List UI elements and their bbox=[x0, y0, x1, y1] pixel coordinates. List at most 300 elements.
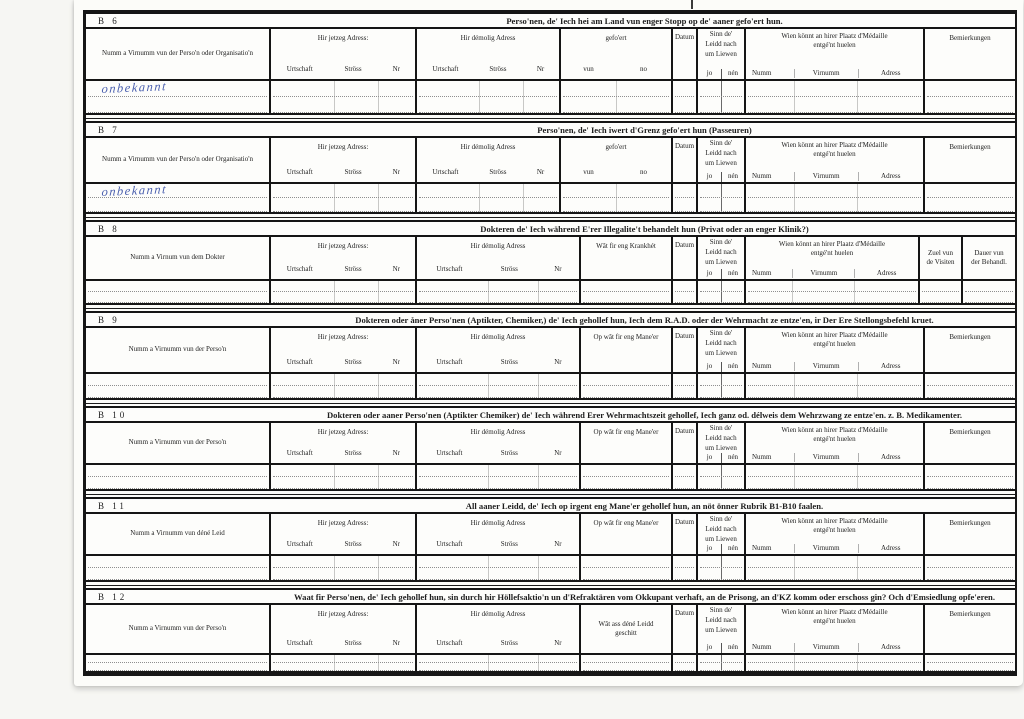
cell-alive bbox=[698, 477, 746, 489]
cell-visit-count bbox=[920, 292, 963, 303]
cell-current-address bbox=[271, 184, 417, 198]
subcol-stross: Ströss bbox=[344, 357, 362, 366]
cell-datum bbox=[673, 568, 698, 580]
subcol-nr: Nr bbox=[554, 539, 562, 548]
data-row bbox=[86, 198, 1015, 212]
cell-medal-recipient bbox=[746, 386, 925, 398]
col-header-remarks: Bemierkungen bbox=[949, 610, 991, 618]
section-title: Dokteren oder aaner Perso'nen (Aptikter Chemiker) de' Iech während Erer Wehrmachtszeit gehollef, Iech ganz od. délweis dem Wehrzwang ze entze'en. z. B. Medikamenter. bbox=[326, 409, 963, 420]
cell-name bbox=[86, 374, 271, 386]
rule-line bbox=[86, 217, 1015, 218]
subcol-numm: Numm bbox=[752, 361, 772, 370]
col-header-datum: Datum bbox=[673, 423, 698, 463]
subcol-numm: Numm bbox=[752, 268, 772, 277]
handwritten-entry: onbekannt bbox=[101, 79, 168, 97]
subcol-adress: Adress bbox=[858, 544, 923, 553]
cell-name bbox=[86, 81, 271, 97]
section-title: Perso'nen, de' Iech hei am Land vun enger Stopp op de' aaner gefo'ert hun. bbox=[506, 15, 783, 26]
subcol-nr: Nr bbox=[536, 167, 545, 176]
section-title-bar bbox=[86, 12, 1015, 29]
cell-alive bbox=[698, 465, 746, 477]
cell-remarks bbox=[925, 477, 1015, 489]
col-header-alive: Sinn de' Leidd nach um Liewen jo nén bbox=[698, 423, 746, 463]
rule-line bbox=[86, 403, 1015, 404]
col-header-datum: Datum bbox=[673, 29, 698, 79]
subcol-numm: Numm bbox=[752, 171, 772, 180]
cell-medal-recipient bbox=[746, 292, 920, 303]
subcol-urtschaft: Urtschaft bbox=[436, 264, 463, 273]
col-header-medal-recipient: Wien könnt an hirer Plaatz d'Médaille entgé'nt huelen Numm Virnumm Adress bbox=[746, 328, 925, 372]
cell-alive bbox=[698, 556, 746, 568]
cell-alive bbox=[698, 386, 746, 398]
header-row bbox=[86, 138, 1015, 184]
cell-name bbox=[86, 556, 271, 568]
cell-current-address bbox=[271, 568, 417, 580]
cell-name bbox=[86, 97, 271, 113]
cell-manner bbox=[581, 568, 673, 580]
subcol-nr: Nr bbox=[392, 638, 400, 647]
subcol-nen: nén bbox=[721, 544, 744, 554]
data-row bbox=[86, 81, 1015, 97]
cell-alive bbox=[698, 281, 746, 292]
cell-remarks bbox=[925, 568, 1015, 580]
cell-alive bbox=[698, 81, 746, 97]
col-header-treatment-duration: Dauer vun der Behandl. bbox=[971, 248, 1007, 266]
subcol-adress: Adress bbox=[858, 643, 923, 652]
subcol-virnumm: Virnumm bbox=[794, 453, 858, 462]
col-header-current-address: Hir jetzeg Adress: Urtschaft Ströss Nr bbox=[271, 514, 417, 554]
cell-alive bbox=[698, 663, 746, 671]
cell-gefoert bbox=[561, 198, 673, 212]
section-b12 bbox=[86, 585, 1015, 673]
subcol-jo: jo bbox=[706, 543, 713, 552]
subcol-jo: jo bbox=[706, 171, 713, 180]
cell-medal-recipient bbox=[746, 465, 925, 477]
subcol-nr: Nr bbox=[392, 64, 400, 73]
subcol-nr: Nr bbox=[392, 357, 400, 366]
cell-current-address bbox=[271, 81, 417, 97]
subcol-urtschaft: Urtschaft bbox=[286, 357, 313, 366]
handwritten-entry: onbekannt bbox=[101, 182, 168, 200]
cell-former-address bbox=[417, 292, 581, 303]
section-code: B 10 bbox=[98, 409, 128, 420]
subcol-urtschaft: Urtschaft bbox=[436, 357, 463, 366]
col-header-remarks: Bemierkungen bbox=[949, 34, 991, 42]
cell-alive bbox=[698, 198, 746, 212]
subcol-stross: Ströss bbox=[344, 638, 362, 647]
cell-name bbox=[86, 477, 271, 489]
cell-alive bbox=[698, 97, 746, 113]
data-row bbox=[86, 292, 1015, 303]
col-header-former-address: Hir démolig Adress Urtschaft Ströss Nr bbox=[417, 29, 561, 79]
section-title-bar bbox=[86, 121, 1015, 138]
cell-name bbox=[86, 184, 271, 198]
cell-manner bbox=[581, 386, 673, 398]
col-header-name: Numm a Virnumm vun der Perso'n oder Organisatio'n bbox=[86, 138, 271, 182]
col-header-datum: Datum bbox=[673, 605, 698, 653]
subcol-urtschaft: Urtschaft bbox=[432, 64, 459, 73]
col-header-alive: Sinn de' Leidd nach um Liewen jo nén bbox=[698, 328, 746, 372]
cell-alive bbox=[698, 568, 746, 580]
subcol-jo: jo bbox=[706, 361, 713, 370]
cell-datum bbox=[673, 477, 698, 489]
col-header-current-address: Hir jetzeg Adress: Urtschaft Ströss Nr bbox=[271, 138, 417, 182]
cell-name bbox=[86, 568, 271, 580]
cell-former-address bbox=[417, 281, 581, 292]
cell-datum bbox=[673, 281, 698, 292]
cell-former-address bbox=[417, 655, 581, 663]
cell-remarks bbox=[925, 374, 1015, 386]
cell-datum bbox=[673, 292, 698, 303]
subcol-stross: Ströss bbox=[500, 539, 518, 548]
subcol-jo: jo bbox=[706, 268, 713, 277]
col-header-alive: Sinn de' Leidd nach um Liewen jo nén bbox=[698, 605, 746, 653]
subcol-stross: Ströss bbox=[489, 64, 507, 73]
subcol-urtschaft: Urtschaft bbox=[286, 167, 313, 176]
subcol-stross: Ströss bbox=[489, 167, 507, 176]
cell-treatment-duration bbox=[963, 292, 1015, 303]
section-code: B 11 bbox=[98, 500, 127, 511]
subcol-urtschaft: Urtschaft bbox=[436, 448, 463, 457]
col-header-name: Numm a Virnumm vun der Perso'n bbox=[86, 328, 271, 372]
cell-remarks bbox=[925, 556, 1015, 568]
cell-medal-recipient bbox=[746, 568, 925, 580]
cell-medal-recipient bbox=[746, 184, 925, 198]
cell-former-address bbox=[417, 465, 581, 477]
subcol-adress: Adress bbox=[858, 69, 923, 78]
cell-former-address bbox=[417, 81, 561, 97]
col-header-current-address: Hir jetzeg Adress: Urtschaft Ströss Nr bbox=[271, 29, 417, 79]
subcol-adress: Adress bbox=[858, 453, 923, 462]
col-header-what-happened: Wât ass déné Leidd geschitt bbox=[581, 605, 673, 653]
cell-datum bbox=[673, 97, 698, 113]
rule-line bbox=[86, 308, 1015, 309]
col-header-gefoert: gefo'ert vun no bbox=[561, 138, 673, 182]
subcol-vun: vun bbox=[583, 167, 594, 176]
cell-current-address bbox=[271, 97, 417, 113]
cell-manner bbox=[581, 556, 673, 568]
col-header-current-address: Hir jetzeg Adress: Urtschaft Ströss Nr bbox=[271, 328, 417, 372]
col-header-alive: Sinn de' Leidd nach um Liewen jo nén bbox=[698, 29, 746, 79]
section-code: B 8 bbox=[98, 223, 120, 234]
section-title-bar bbox=[86, 406, 1015, 423]
data-row bbox=[86, 477, 1015, 489]
cell-former-address bbox=[417, 198, 561, 212]
data-row bbox=[86, 663, 1015, 671]
col-header-datum: Datum bbox=[673, 237, 698, 279]
section-b8 bbox=[86, 217, 1015, 305]
col-header-current-address: Hir jetzeg Adress: Urtschaft Ströss Nr bbox=[271, 423, 417, 463]
cell-name bbox=[86, 386, 271, 398]
cell-medal-recipient bbox=[746, 97, 925, 113]
data-row bbox=[86, 465, 1015, 477]
header-row bbox=[86, 423, 1015, 465]
cell-name bbox=[86, 292, 271, 303]
col-header-medal-recipient: Wien könnt an hirer Plaatz d'Médaille entgé'nt huelen Numm Virnumm Adress bbox=[746, 138, 925, 182]
col-header-former-address: Hir démolig Adress Urtschaft Ströss Nr bbox=[417, 237, 581, 279]
subcol-stross: Ströss bbox=[344, 448, 362, 457]
section-b6 bbox=[86, 12, 1015, 115]
subcol-adress: Adress bbox=[854, 269, 918, 278]
col-header-former-address: Hir démolig Adress Urtschaft Ströss Nr bbox=[417, 514, 581, 554]
col-header-manner: Op wât fir eng Mane'er bbox=[581, 514, 673, 554]
subcol-nr: Nr bbox=[392, 539, 400, 548]
col-header-medal-recipient: Wien könnt an hirer Plaatz d'Médaille entgé'nt huelen Numm Virnumm Adress bbox=[746, 237, 920, 279]
subcol-urtschaft: Urtschaft bbox=[286, 264, 313, 273]
col-header-former-address: Hir démolig Adress Urtschaft Ströss Nr bbox=[417, 423, 581, 463]
subcol-stross: Ströss bbox=[344, 539, 362, 548]
section-title: Dokteren de' Iech während E'rer Illegalite't behandelt hun (Privat oder an enger Klinik?) bbox=[480, 223, 809, 234]
cell-medal-recipient bbox=[746, 81, 925, 97]
rule-line bbox=[86, 585, 1015, 586]
subcol-nr: Nr bbox=[536, 64, 545, 73]
section-b10 bbox=[86, 403, 1015, 491]
subcol-nr: Nr bbox=[392, 167, 400, 176]
subcol-nr: Nr bbox=[554, 448, 562, 457]
cell-gefoert bbox=[561, 97, 673, 113]
cell-current-address bbox=[271, 465, 417, 477]
subcol-virnumm: Virnumm bbox=[792, 269, 854, 278]
cell-datum bbox=[673, 386, 698, 398]
cell-medal-recipient bbox=[746, 374, 925, 386]
cell-gefoert bbox=[561, 184, 673, 198]
section-title: Perso'nen, de' Iech iwert d'Grenz gefo'ert hun (Passeuren) bbox=[537, 124, 752, 135]
cell-illness bbox=[581, 292, 673, 303]
header-row bbox=[86, 237, 1015, 281]
cell-alive bbox=[698, 292, 746, 303]
subcol-nr: Nr bbox=[392, 448, 400, 457]
cell-datum bbox=[673, 184, 698, 198]
subcol-virnumm: Virnumm bbox=[794, 544, 858, 553]
section-b9 bbox=[86, 308, 1015, 400]
subcol-numm: Numm bbox=[752, 452, 772, 461]
section-title: Waat fir Perso'nen, de' Iech gehollef hun, sin durch hir Höllefsaktio'n un d'Refraktären vom Okkupant verhaft, an de Prisong, an d'KZ komm oder erschoss gin? Och d'Emsiedlung opfe'eren. bbox=[294, 591, 995, 602]
subcol-no: no bbox=[640, 167, 647, 176]
col-header-current-address: Hir jetzeg Adress: Urtschaft Ströss Nr bbox=[271, 237, 417, 279]
col-header-remarks: Bemierkungen bbox=[949, 333, 991, 341]
cell-what-happened bbox=[581, 663, 673, 671]
subcol-virnumm: Virnumm bbox=[794, 362, 858, 371]
cell-medal-recipient bbox=[746, 556, 925, 568]
col-header-name: Numm a Virnumm vun der Perso'n bbox=[86, 423, 271, 463]
col-header-name: Numm a Virnumm vun déné Leid bbox=[86, 514, 271, 554]
col-header-visit-count: Zuel vun de Visiten bbox=[920, 237, 963, 279]
subcol-adress: Adress bbox=[858, 172, 923, 181]
cell-remarks bbox=[925, 465, 1015, 477]
section-title-bar bbox=[86, 311, 1015, 328]
subcol-nen: nén bbox=[721, 643, 744, 653]
subcol-no: no bbox=[640, 64, 647, 73]
section-code: B 6 bbox=[98, 15, 120, 26]
data-row bbox=[86, 374, 1015, 386]
subcol-stross: Ströss bbox=[344, 167, 362, 176]
cell-current-address bbox=[271, 556, 417, 568]
cell-datum bbox=[673, 655, 698, 663]
col-header-illness: Wât fir eng Krankhét bbox=[581, 237, 673, 279]
cell-datum bbox=[673, 374, 698, 386]
subcol-nen: nén bbox=[721, 69, 744, 79]
cell-gefoert bbox=[561, 81, 673, 97]
col-header-medal-recipient: Wien könnt an hirer Plaatz d'Médaille entgé'nt huelen Numm Virnumm Adress bbox=[746, 29, 925, 79]
col-header-name: Numm a Virnumm vun der Perso'n oder Organisatio'n bbox=[86, 29, 271, 79]
cell-name bbox=[86, 465, 271, 477]
section-title-bar bbox=[86, 588, 1015, 605]
cell-illness bbox=[581, 281, 673, 292]
col-header-name: Numm a Virnumm vun der Perso'n bbox=[86, 605, 271, 653]
col-header-remarks: Bemierkungen bbox=[949, 143, 991, 151]
cell-medal-recipient bbox=[746, 198, 925, 212]
cell-current-address bbox=[271, 477, 417, 489]
subcol-stross: Ströss bbox=[500, 638, 518, 647]
subcol-nen: nén bbox=[721, 172, 744, 182]
col-header-manner: Op wât fir eng Mane'er bbox=[581, 328, 673, 372]
data-row bbox=[86, 568, 1015, 580]
header-row bbox=[86, 514, 1015, 556]
section-title-bar bbox=[86, 220, 1015, 237]
cell-remarks bbox=[925, 81, 1015, 97]
cell-datum bbox=[673, 556, 698, 568]
cell-current-address bbox=[271, 655, 417, 663]
col-header-medal-recipient: Wien könnt an hirer Plaatz d'Médaille entgé'nt huelen Numm Virnumm Adress bbox=[746, 605, 925, 653]
section-title: Dokteren oder åner Perso'nen (Aptikter, Chemiker,) de' Iech gehollef hun, Iech dem R.A.D. oder der Wehrmacht ze entze'en, ir Der Ere Stellongsbefehl kruet. bbox=[355, 314, 934, 325]
cell-datum bbox=[673, 465, 698, 477]
section-title-bar bbox=[86, 497, 1015, 514]
form-table bbox=[83, 10, 1017, 676]
subcol-jo: jo bbox=[706, 452, 713, 461]
subcol-nr: Nr bbox=[554, 357, 562, 366]
cell-remarks bbox=[925, 198, 1015, 212]
section-b11 bbox=[86, 494, 1015, 582]
col-header-former-address: Hir démolig Adress Urtschaft Ströss Nr bbox=[417, 138, 561, 182]
cell-treatment-duration bbox=[963, 281, 1015, 292]
subcol-urtschaft: Urtschaft bbox=[432, 167, 459, 176]
section-code: B 12 bbox=[98, 591, 128, 602]
col-header-gefoert: gefo'ert vun no bbox=[561, 29, 673, 79]
col-header-remarks: Bemierkungen bbox=[949, 428, 991, 436]
col-header-datum: Datum bbox=[673, 138, 698, 182]
subcol-jo: jo bbox=[706, 642, 713, 651]
scanned-form-page bbox=[74, 0, 1023, 686]
col-header-alive: Sinn de' Leidd nach um Liewen jo nén bbox=[698, 514, 746, 554]
cell-name bbox=[86, 281, 271, 292]
section-title: All aaner Leidd, de' Iech op irgent eng Mane'er gehollef hun, an nöt önner Rubrik B1-B10 faalen. bbox=[465, 500, 824, 511]
subcol-urtschaft: Urtschaft bbox=[286, 539, 313, 548]
data-row bbox=[86, 281, 1015, 292]
col-header-remarks: Bemierkungen bbox=[949, 519, 991, 527]
data-row bbox=[86, 556, 1015, 568]
cell-manner bbox=[581, 465, 673, 477]
subcol-virnumm: Virnumm bbox=[794, 643, 858, 652]
col-header-former-address: Hir démolig Adress Urtschaft Ströss Nr bbox=[417, 605, 581, 653]
cell-current-address bbox=[271, 292, 417, 303]
cell-former-address bbox=[417, 556, 581, 568]
subcol-vun: vun bbox=[583, 64, 594, 73]
col-header-alive: Sinn de' Leidd nach um Liewen jo nén bbox=[698, 138, 746, 182]
subcol-numm: Numm bbox=[752, 68, 772, 77]
cell-former-address bbox=[417, 663, 581, 671]
col-header-name: Numm a Virnum vun dem Dokter bbox=[86, 237, 271, 279]
cell-former-address bbox=[417, 374, 581, 386]
cell-remarks bbox=[925, 655, 1015, 663]
cell-visit-count bbox=[920, 281, 963, 292]
cell-medal-recipient bbox=[746, 655, 925, 663]
header-row bbox=[86, 328, 1015, 374]
subcol-nen: nén bbox=[721, 362, 744, 372]
cell-what-happened bbox=[581, 655, 673, 663]
cell-current-address bbox=[271, 281, 417, 292]
cell-alive bbox=[698, 374, 746, 386]
subcol-numm: Numm bbox=[752, 642, 772, 651]
col-header-former-address: Hir démolig Adress Urtschaft Ströss Nr bbox=[417, 328, 581, 372]
cell-remarks bbox=[925, 663, 1015, 671]
cell-datum bbox=[673, 663, 698, 671]
subcol-adress: Adress bbox=[858, 362, 923, 371]
data-row bbox=[86, 386, 1015, 398]
data-row bbox=[86, 97, 1015, 113]
data-row bbox=[86, 655, 1015, 663]
cell-current-address bbox=[271, 663, 417, 671]
cell-former-address bbox=[417, 568, 581, 580]
subcol-urtschaft: Urtschaft bbox=[436, 638, 463, 647]
cell-former-address bbox=[417, 97, 561, 113]
subcol-urtschaft: Urtschaft bbox=[286, 638, 313, 647]
section-code: B 9 bbox=[98, 314, 120, 325]
cell-name bbox=[86, 198, 271, 212]
subcol-nr: Nr bbox=[392, 264, 400, 273]
subcol-nr: Nr bbox=[554, 638, 562, 647]
col-header-datum: Datum bbox=[673, 514, 698, 554]
subcol-stross: Ströss bbox=[500, 448, 518, 457]
subcol-nen: nén bbox=[721, 453, 744, 463]
cell-current-address bbox=[271, 374, 417, 386]
subcol-nen: nén bbox=[721, 269, 744, 279]
cell-former-address bbox=[417, 184, 561, 198]
cell-name bbox=[86, 655, 271, 663]
subcol-jo: jo bbox=[706, 68, 713, 77]
rule-line bbox=[86, 494, 1015, 495]
subcol-stross: Ströss bbox=[500, 357, 518, 366]
subcol-nr: Nr bbox=[554, 264, 562, 273]
col-header-alive: Sinn de' Leidd nach um Liewen jo nén bbox=[698, 237, 746, 279]
col-header-current-address: Hir jetzeg Adress: Urtschaft Ströss Nr bbox=[271, 605, 417, 653]
cell-medal-recipient bbox=[746, 281, 920, 292]
col-header-datum: Datum bbox=[673, 328, 698, 372]
cell-manner bbox=[581, 374, 673, 386]
subcol-stross: Ströss bbox=[344, 264, 362, 273]
cell-alive bbox=[698, 655, 746, 663]
subcol-urtschaft: Urtschaft bbox=[286, 448, 313, 457]
cell-remarks bbox=[925, 386, 1015, 398]
section-code: B 7 bbox=[98, 124, 120, 135]
cell-medal-recipient bbox=[746, 477, 925, 489]
subcol-urtschaft: Urtschaft bbox=[436, 539, 463, 548]
cell-former-address bbox=[417, 477, 581, 489]
col-header-medal-recipient: Wien könnt an hirer Plaatz d'Médaille entgé'nt huelen Numm Virnumm Adress bbox=[746, 514, 925, 554]
subcol-numm: Numm bbox=[752, 543, 772, 552]
cell-name bbox=[86, 663, 271, 671]
cell-remarks bbox=[925, 184, 1015, 198]
subcol-urtschaft: Urtschaft bbox=[286, 64, 313, 73]
cell-current-address bbox=[271, 386, 417, 398]
data-row bbox=[86, 184, 1015, 198]
header-row bbox=[86, 29, 1015, 81]
header-row bbox=[86, 605, 1015, 655]
subcol-virnumm: Virnumm bbox=[794, 69, 858, 78]
rule-line bbox=[86, 118, 1015, 119]
cell-alive bbox=[698, 184, 746, 198]
subcol-virnumm: Virnumm bbox=[794, 172, 858, 181]
cell-former-address bbox=[417, 386, 581, 398]
